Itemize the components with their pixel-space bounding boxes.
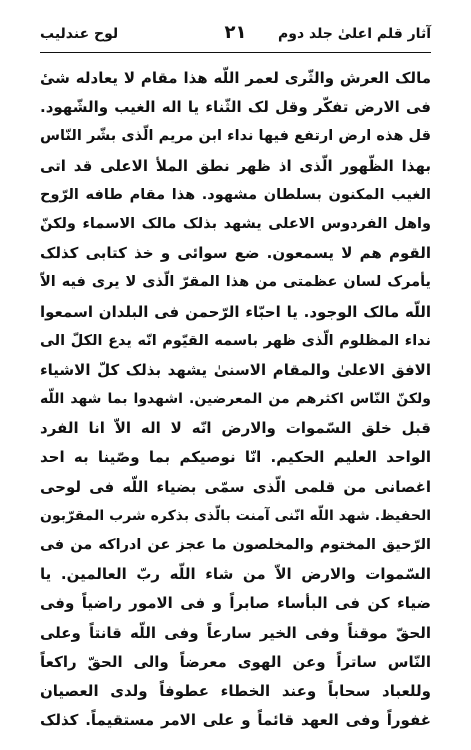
text-line: الافق الاعلیٰ والمقام الاسنیٰ یشهد بذلک کلّ الاشیاء [40, 360, 431, 379]
text-line: قل هذه ارض ارتفع فیها نداء ابن مریم الّذی بشّر النّاس [40, 128, 431, 145]
text-line: ولکنّ النّاس اکثرهم من المعرضین. اشهدوا بما شهد اللّه [40, 391, 431, 408]
text-line: القوم هم لا یسمعون. ضع سوائی و خذ کتابی کذلک [40, 244, 431, 263]
text-line: قبل خلق السّموات والارض انّه لا اله الاّ انا الفرد [40, 419, 431, 438]
body-text [40, 64, 431, 735]
text-line: بهذا الظّهور الّذی اذ ظهر نطق الملأ الاعلی قد اتی [40, 156, 431, 175]
text-line: الحقّ موقناً وفی الخیر سارعاً وفی اللّه قانتاً وعلی [40, 623, 431, 642]
text-line: اغصانی من قلمی الّذی سمّی بضیاء اللّه فی لوحی [40, 477, 431, 496]
tablet-title: لوح عندلیب [40, 26, 119, 42]
text-line: یأمرک لسان عظمتی من هذا المقرّ الّذی لا یری فیه الاّ [40, 274, 431, 291]
text-line: غفوراً وفی العهد قائماً و علی الامر مستقیماً. کذلک [40, 711, 431, 730]
text-line: وللعباد سحاباً وعند الخطاء عطوفاً ولدی العصیان [40, 681, 431, 700]
text-line: الغیب المکنون بسلطان مشهود. هذا مقام طافه الرّوح [40, 186, 431, 203]
text-line: واهل الفردوس الاعلی یشهد بذلک مالک الاسماء ولکنّ [40, 215, 431, 232]
page-number: ۲۱ [224, 22, 247, 43]
text-line: اللّه مالک الوجود. یا احبّاء الرّحمن فی البلدان اسمعوا [40, 302, 431, 321]
page-header [40, 22, 431, 48]
text-line: ضیاء کن فی البأساء صابراً و فی الامور راضیاً وفی [40, 594, 431, 613]
text-line: نداء المظلوم الّذی ظهر باسمه القیّوم انّه یدع الکلّ الی [40, 332, 431, 349]
text-line: فی الارض تفکّر وقل لک الثّناء یا اله الغیب والشّهود. [40, 98, 431, 117]
text-line: الرّحیق المختوم والمخلصون ما عجز عن ادراکه من فی [40, 537, 431, 553]
text-line: الواحد العلیم الحکیم. انّا نوصیکم بما وصّینا به احد [40, 448, 431, 467]
book-title: آثار قلم اعلیٰ جلد دوم [277, 26, 431, 42]
text-line: النّاس ساتراً وعن الهوی معرضاً والی الحقّ راکعاً [40, 652, 431, 671]
text-line: السّموات والارض الاّ من شاء اللّه ربّ العالمین. یا [40, 565, 431, 584]
header-divider [40, 52, 431, 53]
text-line: الحفیظ. شهد اللّه انّنی آمنت بالّذی بذکره شرب المقرّبون [40, 507, 431, 524]
text-line: مالک العرش والثّری لعمر اللّه هذا مقام لا یعادله شیٔ [40, 69, 431, 87]
